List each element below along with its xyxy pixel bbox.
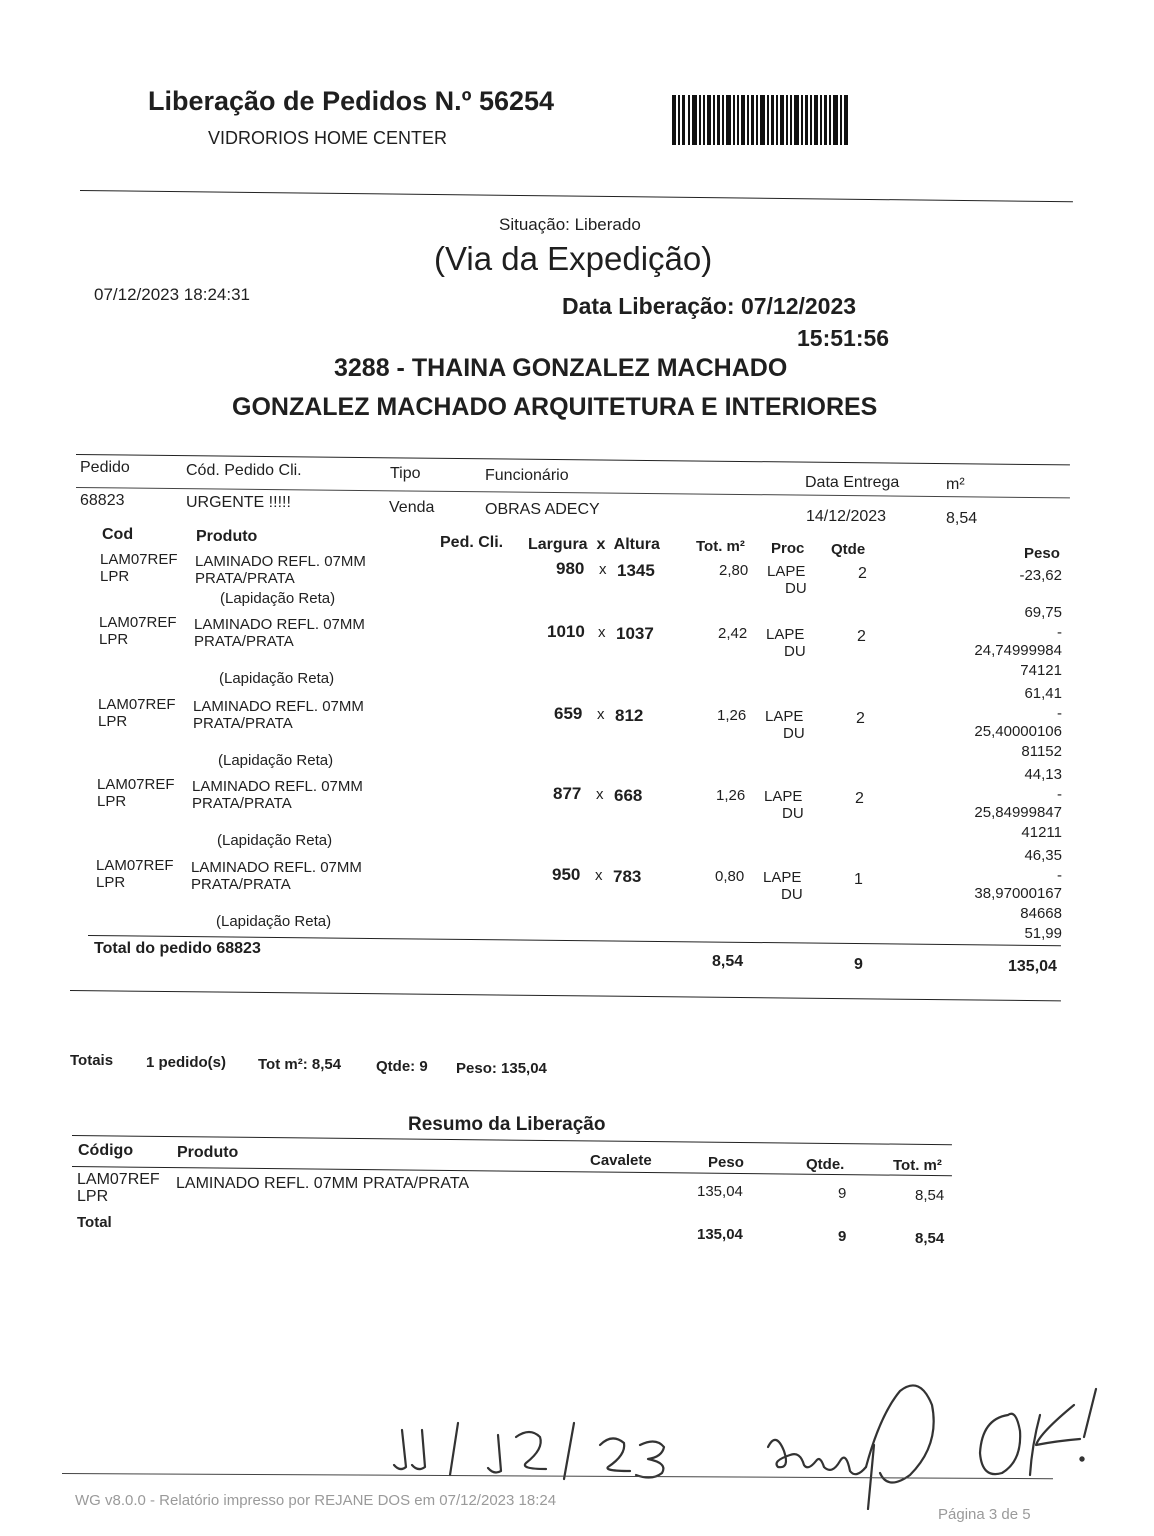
order-total-qtde: 9 [854,956,863,973]
item-processo-desc: (Lapidação Reta) [216,913,332,930]
item-largura: 950 [552,865,581,884]
situacao-label: Situação: Liberado [499,215,641,234]
item-altura: 1037 [616,624,654,643]
item-proc-line2: DU [785,580,807,597]
order-cod-pedido-cli: URGENTE !!!!! [186,494,291,511]
order-bottom-line [70,990,1061,1001]
resumo-col-qtde: Qtde. [806,1156,845,1173]
totais-peso: Peso: 135,04 [456,1060,547,1077]
items-col-tot-m2: Tot. m² [696,538,745,555]
data-liberacao: Data Liberação: 07/12/2023 [562,293,857,319]
footer-printed-by: WG v8.0.0 - Relatório impresso por REJANE DOS em 07/12/2023 18:24 [75,1492,557,1509]
items-col-cod: Cod [102,526,134,543]
item-produto-line2: PRATA/PRATA [192,795,292,812]
item-peso-line: - [1057,786,1062,803]
item-tot-m2: 2,42 [718,625,748,642]
report-title: Liberação de Pedidos N.º 56254 [148,86,555,116]
order-data-entrega: 14/12/2023 [806,508,887,525]
item-qtde: 2 [857,628,866,645]
client-company: GONZALEZ MACHADO ARQUITETURA E INTERIORES [232,393,878,421]
item-proc-line2: DU [782,805,804,822]
item-cod-line2: LPR [99,631,129,648]
resumo-col-tot-m2: Tot. m² [893,1157,942,1174]
item-peso-line: 84668 [1020,905,1062,922]
barcode [672,95,848,145]
company-name: VIDRORIOS HOME CENTER [208,128,448,148]
col-m2-header: m² [946,476,965,493]
totais-pedidos: 1 pedido(s) [146,1054,227,1071]
item-largura: 659 [554,704,583,723]
col-cod-pedido-cli-header: Cód. Pedido Cli. [186,462,302,479]
order-total-m2: 8,54 [712,953,744,970]
item-produto-line1: LAMINADO REFL. 07MM [195,553,366,570]
item-cod-line1: LAM07REF [100,551,178,568]
item-x: x [598,624,606,641]
header-divider [80,190,1073,202]
item-x: x [596,786,604,803]
item-peso-line: 46,35 [1024,847,1062,864]
resumo-row-peso: 135,04 [697,1183,743,1200]
items-col-peso: Peso [1024,545,1060,562]
resumo-total-peso: 135,04 [697,1226,743,1243]
print-datetime: 07/12/2023 18:24:31 [94,285,250,304]
item-peso-line: 24,74999984 [974,642,1062,659]
resumo-row-produto: LAMINADO REFL. 07MM PRATA/PRATA [176,1175,470,1192]
item-tot-m2: 2,80 [719,562,749,579]
resumo-total-tot-m2: 8,54 [915,1230,945,1247]
item-peso-line: - [1057,705,1062,722]
resumo-col-cavalete: Cavalete [590,1152,652,1169]
item-processo-desc: (Lapidação Reta) [217,832,333,849]
item-cod-line2: LPR [96,874,126,891]
item-cod-line1: LAM07REF [96,857,174,874]
item-cod-line1: LAM07REF [97,776,175,793]
order-pedido: 68823 [80,492,125,509]
footer-page: Página 3 de 5 [938,1506,1031,1523]
item-produto-line2: PRATA/PRATA [194,633,294,650]
item-tot-m2: 1,26 [717,707,747,724]
item-largura: 1010 [547,622,585,641]
item-peso-line: 44,13 [1024,766,1062,783]
item-peso-line: 25,84999847 [974,804,1062,821]
resumo-total-label: Total [77,1214,112,1231]
item-qtde: 2 [855,790,864,807]
item-proc-line1: LAPE [764,788,803,805]
item-cod-line2: LPR [100,568,130,585]
item-proc-line1: LAPE [763,869,802,886]
item-x: x [599,561,607,578]
order-total-peso: 135,04 [1008,958,1057,975]
item-altura: 783 [613,867,642,886]
resumo-col-produto: Produto [177,1144,239,1161]
item-produto-line1: LAMINADO REFL. 07MM [191,859,362,876]
item-proc-line2: DU [781,886,803,903]
item-peso-line: - [1057,624,1062,641]
order-tipo: Venda [389,499,435,516]
item-x: x [595,867,603,884]
item-cod-line1: LAM07REF [98,696,176,713]
item-peso-line: 51,99 [1024,925,1062,942]
resumo-total-qtde: 9 [838,1228,847,1245]
totais-qtde: Qtde: 9 [376,1058,428,1075]
col-data-entrega-header: Data Entrega [805,474,900,491]
order-funcionario: OBRAS ADECY [485,501,600,518]
item-produto-line2: PRATA/PRATA [191,876,291,893]
order-m2: 8,54 [946,510,978,527]
via-label: (Via da Expedição) [434,240,713,277]
items-col-largura-altura: Largura x Altura [528,536,660,553]
handwritten-signature [380,1375,1120,1510]
item-peso-line: -23,62 [1019,567,1062,584]
item-largura: 877 [553,784,582,803]
col-tipo-header: Tipo [390,465,421,482]
resumo-col-codigo: Código [78,1142,134,1159]
resumo-row-cod1: LAM07REF [77,1171,160,1188]
items-col-ped-cli: Ped. Cli. [440,534,504,551]
client-name: 3288 - THAINA GONZALEZ MACHADO [334,354,788,382]
items-col-qtde: Qtde [831,541,866,558]
item-altura: 668 [614,786,643,805]
resumo-col-peso: Peso [708,1154,744,1171]
item-qtde: 1 [854,871,863,888]
item-proc-line1: LAPE [767,563,806,580]
item-produto-line1: LAMINADO REFL. 07MM [194,616,365,633]
item-cod-line2: LPR [98,713,128,730]
item-peso-line: 74121 [1020,662,1062,679]
order-total-label: Total do pedido 68823 [94,940,261,957]
item-proc-line1: LAPE [765,708,804,725]
item-qtde: 2 [858,565,867,582]
item-produto-line1: LAMINADO REFL. 07MM [193,698,364,715]
totais-label: Totais [70,1052,114,1069]
item-cod-line1: LAM07REF [99,614,177,631]
resumo-row-tot-m2: 8,54 [915,1187,945,1204]
item-produto-line2: PRATA/PRATA [193,715,293,732]
item-tot-m2: 0,80 [715,868,745,885]
item-processo-desc: (Lapidação Reta) [220,590,336,607]
data-liberacao-time: 15:51:56 [797,325,890,351]
item-proc-line1: LAPE [766,626,805,643]
item-processo-desc: (Lapidação Reta) [218,752,334,769]
item-largura: 980 [556,559,585,578]
item-peso-line: 61,41 [1024,685,1062,702]
resumo-row-qtde: 9 [838,1185,847,1202]
item-proc-line2: DU [783,725,805,742]
resumo-title: Resumo da Liberação [408,1114,606,1135]
items-col-produto: Produto [196,528,258,545]
items-col-proc: Proc [771,540,805,557]
item-x: x [597,706,605,723]
col-pedido-header: Pedido [80,459,130,476]
totais-m2: Tot m²: 8,54 [258,1056,342,1073]
item-tot-m2: 1,26 [716,787,746,804]
item-processo-desc: (Lapidação Reta) [219,670,335,687]
item-peso-line: 38,97000167 [974,885,1062,902]
item-peso-line: 69,75 [1024,604,1062,621]
item-peso-line: 81152 [1021,743,1062,760]
item-proc-line2: DU [784,643,806,660]
item-peso-line: 25,40000106 [974,723,1062,740]
item-cod-line2: LPR [97,793,127,810]
item-peso-line: - [1057,867,1062,884]
item-qtde: 2 [856,710,865,727]
item-altura: 812 [615,706,644,725]
item-produto-line2: PRATA/PRATA [195,570,295,587]
resumo-row-cod2: LPR [77,1188,109,1205]
item-altura: 1345 [617,561,655,580]
col-funcionario-header: Funcionário [485,467,569,484]
item-peso-line: 41211 [1021,824,1062,841]
item-produto-line1: LAMINADO REFL. 07MM [192,778,363,795]
